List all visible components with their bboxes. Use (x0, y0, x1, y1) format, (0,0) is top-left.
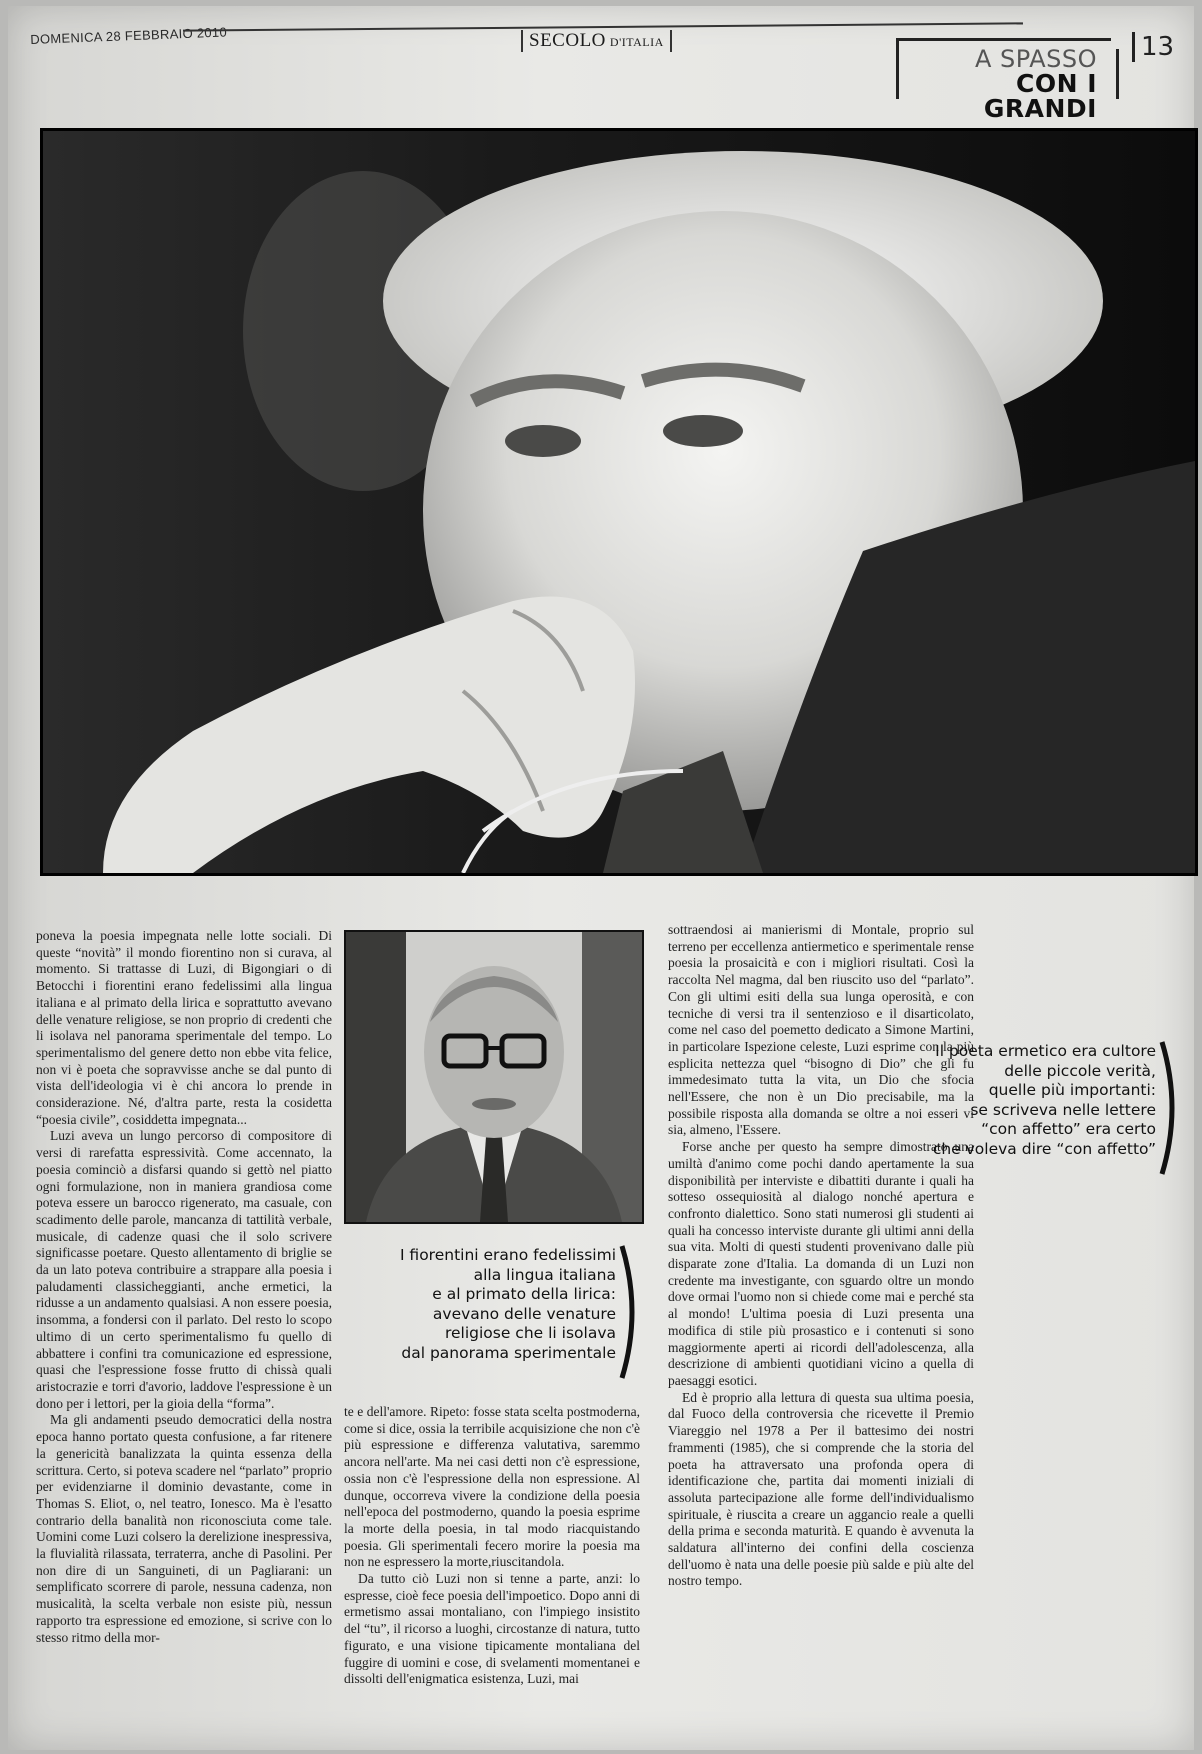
masthead (521, 30, 672, 52)
issue-date: DOMENICA 28 FEBBRAIO 2010 (30, 24, 228, 47)
main-photo-image (43, 131, 1195, 873)
section-title-line2: CON I GRANDI (983, 69, 1097, 123)
pull-quote-line: alla lingua italiana (473, 1265, 616, 1284)
pull-quote-line: Il poeta ermetico era cultore (935, 1042, 1156, 1060)
pull-quote-line: che voleva dire “con affetto” (932, 1139, 1156, 1158)
article-column-2 (344, 1404, 640, 1722)
newspaper-page (8, 6, 1194, 1750)
pull-quote-line: dal panorama sperimentale (401, 1343, 616, 1362)
pull-quote-line: “con affetto” era certo (981, 1120, 1156, 1138)
masthead-title: SECOLO (529, 30, 606, 51)
main-photo (40, 128, 1198, 876)
article-column-1 (36, 928, 332, 1718)
pull-quote-bracket (616, 1242, 646, 1382)
pull-quote-2 (888, 1042, 1156, 1159)
paragraph: sottraendosi ai manierismi di Montale, proprio sul terreno per eccellenza antiermetico e sperimentale rense poesia la prosaicità e con i migliori risultati. Così la raccolta Nel magma, dal ben riuscito uso del “parlato”. Con gli ultimi esiti della sua lunga operosità, e con tecniche di versi tra il sentenzioso e il disarticolato, come nel caso del poemetto dedicato a Simone Martini, in particolare Ispezione celeste, Luzi esprime con la più esplicita nettezza quel “bisogno di Dio” che gli fu immedesimato tutta la vita, un Dio che sfocia nell'Essere, che non è un Dio precisabile, ma la possibile risposta alla domanda se oltre a noi esseri vi sia, almeno, l'Essere. (668, 922, 974, 1138)
inset-photo-image (346, 932, 642, 1222)
page-number: 13 (1132, 32, 1174, 62)
inset-photo (344, 930, 644, 1224)
pull-quote-line: I fiorentini erano fedelissimi (399, 1246, 616, 1264)
pull-quote-line: quelle più importanti: (988, 1081, 1156, 1099)
paragraph: Ma gli andamenti pseudo democratici della nostra epoca hanno portato questa confusione, a far ritenere la genericità banalizzata la quinta essenza della scrittura. Certo, si poteva scadere nel “parlato” proprio per evidenziarne il dominio devastante, come in Thomas S. Eliot, o, nel teatro, Ionesco. Ma è l'esatto contrario della banalità non riconosciuta come tale. Uomini come Luzi colsero la derelizione inespressiva, la fluvialità rilassata, terraterra, anche di Pasolini. Per non dire di un Sanguineti, di un Pagliarani: un semplificato scorrere di parole, nessuna cadenza, non musicalità, la scelta verbale non esiste più, nessun rapporto tra espressione ed emozione, si scrive con lo stesso ritmo della mor- (36, 1412, 332, 1645)
paragraph: Forse anche per questo ha sempre dimostrato una umiltà d'animo come pochi dando apertamente la sua disponibilità per interviste e dibattiti durante i quali ha sotteso ossequiosità al dialogo nonché apertura e confronto dialettico. Sono stati numerosi gli studenti ai quali ha concesso interviste durante gli ultimi anni della sua vita. Molti di questi studenti provenivano dalle più disparate zone d'Italia. La domanda di un Luzi non credente ma investigante, con sguardo oltre un mondo dove ormai l'uomo non si chiede come mai e perché sta al mondo! L'ultima poesia di Luzi presenta una modifica di stile più prosastico e i contenuti si sono maggiormente aperti ai ricordi dell'adolescenza, alla descrizione di ambienti quotidiani vicino a quella di paesaggi esotici. (668, 1139, 974, 1388)
pull-quote-bracket (1156, 1038, 1186, 1178)
paragraph: Da tutto ciò Luzi non si tenne a parte, anzi: lo espresse, cioè fece poesia dell'impoetico. Dopo anni di ermetismo assai montaliano, con l'impiego insistito del “tu”, il ricorso a luoghi, circostanze di natura, tutto figurato, e una visione tipicamente montaliana del fuggire di uomini e cose, di svelamenti momentanei e dissolti dell'enigmatica esistenza, Luzi, mai (344, 1571, 640, 1687)
masthead-suffix: D'ITALIA (609, 35, 664, 49)
paragraph: te e dell'amore. Ripeto: fosse stata scelta postmoderna, come si dice, ossia la terribile acquisizione che non c'è più espressione e differenza valutativa, saremmo ancora nell'arte. Ma nei casi detti non c'è espressione, ossia non c'è l'espressione della non espressione. Al dunque, occorreva vivere la condizione della poesia nell'epoca del postmoderno, quando la poesia esprime la morte della poesia, in tal modo riacquistando poesia. Gli sperimentali fecero morire la poesia ma non ne espressero la morte,riuscitandola. (344, 1404, 640, 1570)
paragraph: Luzi aveva un lungo percorso di compositore di versi di rarefatta espressività. Come accennato, la poesia cominciò a disfarsi quando si gettò nel piatto ogni formulazione, non in maniera grandiosa come poteva essere un barocco rigenerato, ma casuale, con scadimento delle parole, mancanza di tattilità verbale, musicale, di cadenze quasi che il solo scrivere significasse poetare. Questo allentamento di briglie se da un lato poteva contribuire a strappare alla poesia i paludamenti classicheggianti, anche ermetici, la ridusse a un andamento qualsiasi. A non essere poesia, insomma, a fondersi con il parlato. Del resto lo scopo ultimo di un certo sperimentalismo fu quello di abbattere i confini tra comunicazione ed espressione, quasi che l'espressione fosse frutto di chissà quali aristocrazie e torri d'avorio, laddove l'espressione è un dono per i lettori, per la gioia della “forma”. (36, 1128, 332, 1411)
pull-quote-line: religiose che li isolava (444, 1324, 616, 1342)
section-header (896, 38, 1111, 123)
pull-quote-line: e al primato della lirica: (432, 1285, 616, 1303)
section-title-line1: A SPASSO (975, 45, 1097, 73)
paragraph: Ed è proprio alla lettura di questa sua ultima poesia, dal Fuoco della controversia che ricevette il Premio Viareggio nel 1978 a Per il battesimo dei nostri frammenti (1985), che si comprende che la storia del poeta ha attraversato una profonda opera di identificazione che, partita dai momenti iniziali di assoluta partecipazione alle forme dell'individualismo spirituale, è riuscita a creare un aggancio reale a quelli della prima e seconda maturità. E quando è avvenuta la saldatura all'interno dei confini della coscienza dell'uomo è nata una delle poesie più salde e più alte del nostro tempo. (668, 1389, 974, 1589)
pull-quote-1 (348, 1246, 616, 1363)
pull-quote-line: delle piccole verità, (1004, 1061, 1156, 1080)
pull-quote-line: avevano delle venature (432, 1304, 616, 1323)
paragraph: poneva la poesia impegnata nelle lotte sociali. Di queste “novità” il mondo fiorentino non si curava, al momento. Si trattasse di Luzi, di Bigongiari o di Betocchi i fiorentini erano fedelissimi alla lingua italiana e al primato della lirica e soprattutto avevano delle venature religiose, se non proprio di credenti che li isolava nel panorama sperimentale del tempo. Lo sperimentalismo del genere detto non ebbe vita felice, non vi è poeta che sopravvisse anche se dal punto di vista dell'ideologia vi è chi ancora lo prende in considerazione. Né, d'altra parte, resta la cosidetta “poesia civile”, cosiddetta impegnata... (36, 928, 332, 1127)
pull-quote-line: se scriveva nelle lettere (970, 1100, 1156, 1119)
